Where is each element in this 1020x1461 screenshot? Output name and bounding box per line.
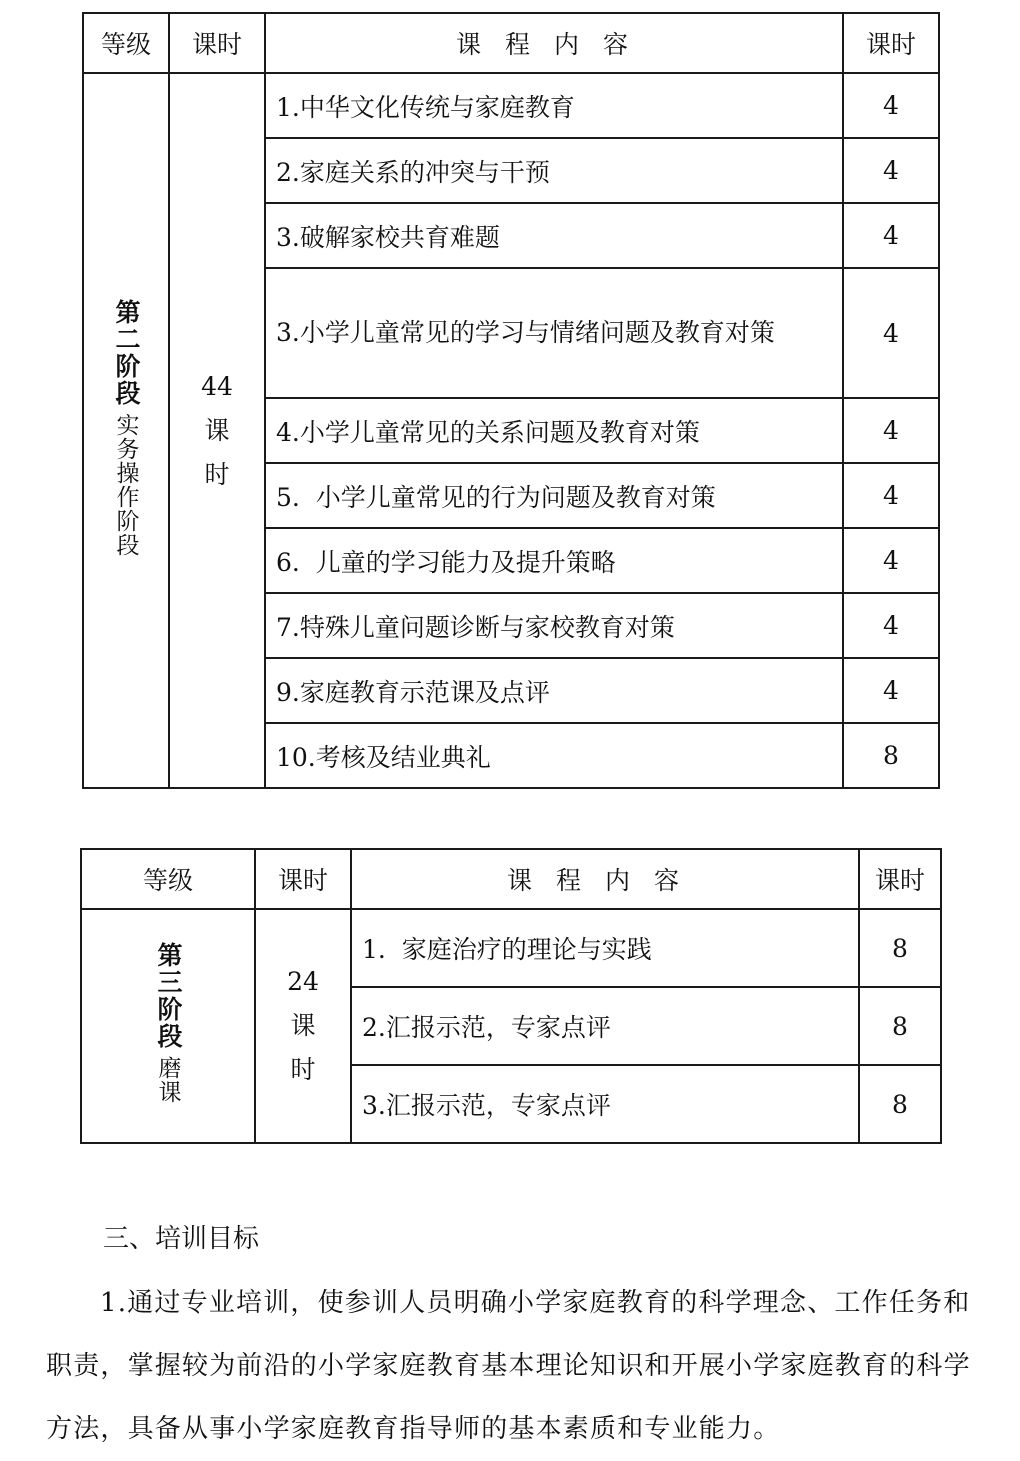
total-hours-number: 24 (287, 967, 319, 996)
header-hours: 课时 (255, 849, 351, 909)
course-hours: 4 (843, 593, 939, 658)
header-content: 课程内容 (351, 849, 859, 909)
total-hours-unit: 课 (204, 415, 230, 445)
course-hours: 4 (843, 268, 939, 398)
course-content: 9.家庭教育示范课及点评 (265, 658, 843, 723)
stage-cell (83, 73, 169, 788)
course-content: 3.汇报示范，专家点评 (351, 1065, 859, 1143)
total-hours-unit: 时 (204, 459, 230, 489)
course-content: 2.家庭关系的冲突与干预 (265, 138, 843, 203)
stage-name: 第二阶段 (112, 298, 141, 407)
course-content: 3.破解家校共育难题 (265, 203, 843, 268)
stage-subtitle: 磨课 (154, 1056, 181, 1104)
section-heading: 三、培训目标 (103, 1224, 260, 1254)
course-hours: 4 (843, 463, 939, 528)
course-hours: 8 (843, 723, 939, 788)
header-level: 等级 (83, 13, 169, 73)
header-item-hours: 课时 (859, 849, 941, 909)
course-content: 1.中华文化传统与家庭教育 (265, 73, 843, 138)
stage-subtitle: 实务操作阶段 (112, 412, 139, 557)
course-content: 4.小学儿童常见的关系问题及教育对策 (265, 398, 843, 463)
stage-name: 第三阶段 (154, 942, 183, 1050)
course-hours: 4 (843, 658, 939, 723)
course-table-stage-3 (80, 848, 942, 1144)
stage-cell (81, 909, 255, 1143)
table-row (83, 73, 939, 138)
course-content: 5. 小学儿童常见的行为问题及教育对策 (265, 463, 843, 528)
table-row (81, 909, 941, 987)
header-hours: 课时 (169, 13, 265, 73)
course-hours: 4 (843, 203, 939, 268)
course-hours: 4 (843, 528, 939, 593)
course-hours: 8 (859, 1065, 941, 1143)
header-content: 课程内容 (265, 13, 843, 73)
body-paragraph: 1.通过专业培训，使参训人员明确小学家庭教育的科学理念、工作任务和职责，掌握较为前沿的小学家庭教育基本理论知识和开展小学家庭教育的科学方法，具备从事小学家庭教育指导师的基本素质和专业能力。 (46, 1288, 971, 1444)
course-content: 7.特殊儿童问题诊断与家校教育对策 (265, 593, 843, 658)
course-content: 2.汇报示范，专家点评 (351, 987, 859, 1065)
total-hours-unit: 课 (290, 1011, 316, 1040)
total-hours-number: 44 (201, 371, 233, 401)
course-table-stage-2 (82, 12, 940, 789)
course-hours: 8 (859, 909, 941, 987)
header-item-hours: 课时 (843, 13, 939, 73)
total-hours-cell (255, 909, 351, 1143)
course-hours: 8 (859, 987, 941, 1065)
course-content: 3.小学儿童常见的学习与情绪问题及教育对策 (265, 268, 843, 398)
course-content: 6. 儿童的学习能力及提升策略 (265, 528, 843, 593)
course-content: 10.考核及结业典礼 (265, 723, 843, 788)
total-hours-cell (169, 73, 265, 788)
table-header-row (83, 13, 939, 73)
course-hours: 4 (843, 73, 939, 138)
course-hours: 4 (843, 398, 939, 463)
header-level: 等级 (81, 849, 255, 909)
total-hours-unit: 时 (290, 1055, 316, 1084)
table-header-row (81, 849, 941, 909)
course-hours: 4 (843, 138, 939, 203)
course-content: 1. 家庭治疗的理论与实践 (351, 909, 859, 987)
